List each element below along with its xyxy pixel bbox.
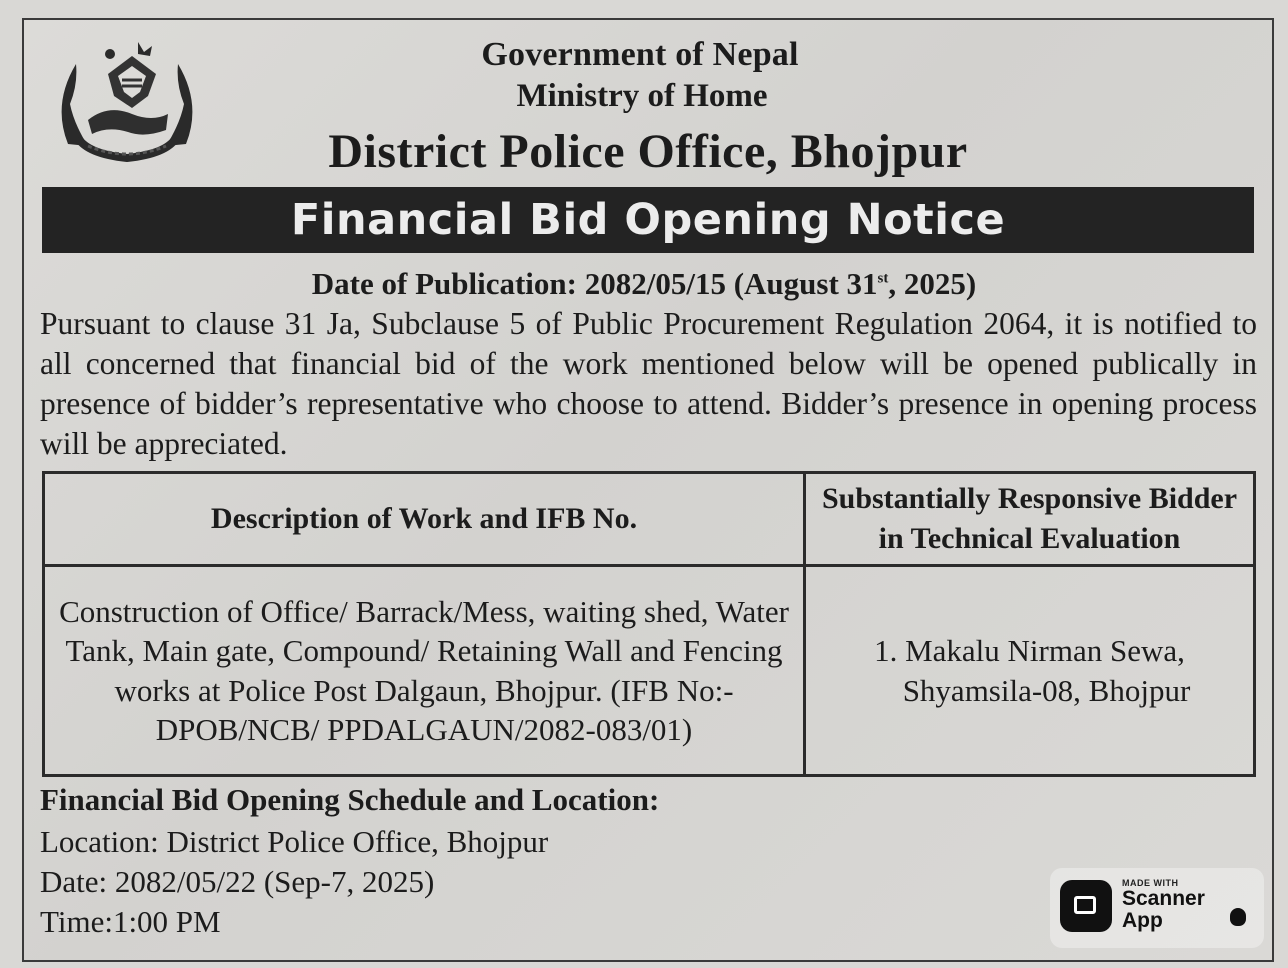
scanner-app-watermark: [1050, 868, 1264, 948]
header-office: District Police Office, Bhojpur: [328, 125, 968, 178]
publication-date-tail: , 2025): [888, 266, 977, 301]
scanner-app-icon: [1060, 880, 1112, 932]
publication-date-label: Date of Publication: 2082/05/15 (August 31: [311, 266, 878, 301]
table-header-row: [44, 473, 1255, 566]
schedule-date: Date: 2082/05/22 (Sep-7, 2025): [40, 864, 435, 899]
schedule-time: Time:1:00 PM: [40, 904, 221, 939]
bidder-address: Shyamsila-08, Bhojpur: [902, 672, 1191, 708]
notice-title-banner: Financial Bid Opening Notice: [42, 187, 1254, 253]
publication-date: [0, 266, 1288, 302]
apple-icon: [1230, 908, 1246, 926]
column-header-description: Description of Work and IFB No.: [44, 473, 805, 566]
watermark-made-with: MADE WITH: [1122, 878, 1179, 888]
bidder-cell: [805, 566, 1255, 776]
header-government: Government of Nepal: [481, 36, 799, 73]
publication-date-suffix: st: [877, 270, 889, 287]
schedule-heading: Financial Bid Opening Schedule and Location:: [40, 782, 660, 817]
column-header-bidder: Substantially Responsive Bidder in Technical Evaluation: [805, 473, 1255, 566]
watermark-app-name: [1122, 888, 1205, 932]
table-row: [44, 566, 1255, 776]
schedule-location: Location: District Police Office, Bhojpur: [40, 824, 549, 859]
watermark-line2: App: [1122, 909, 1163, 932]
bid-table: [42, 471, 1256, 777]
notice-body-paragraph: Pursuant to clause 31 Ja, Subclause 5 of Public Procurement Regulation 2064, it is notified to all concerned that financial bid of the work mentioned below will be opened publically in presence of bidder’s representative who choose to attend. Bidder’s presence in opening process will be appreciated.: [40, 306, 1257, 461]
header-ministry: Ministry of Home: [516, 78, 768, 114]
watermark-line1: Scanner: [1122, 887, 1205, 910]
bidder-name: 1. Makalu Nirman Sewa,: [874, 633, 1185, 668]
work-description-cell: Construction of Office/ Barrack/Mess, waiting shed, Water Tank, Main gate, Compound/ Retaining Wall and Fencing works at Police Post Dalgaun, Bhojpur. (IFB No:- DPOB/NCB/ PPDALGAUN/2082-083/01): [44, 566, 805, 776]
